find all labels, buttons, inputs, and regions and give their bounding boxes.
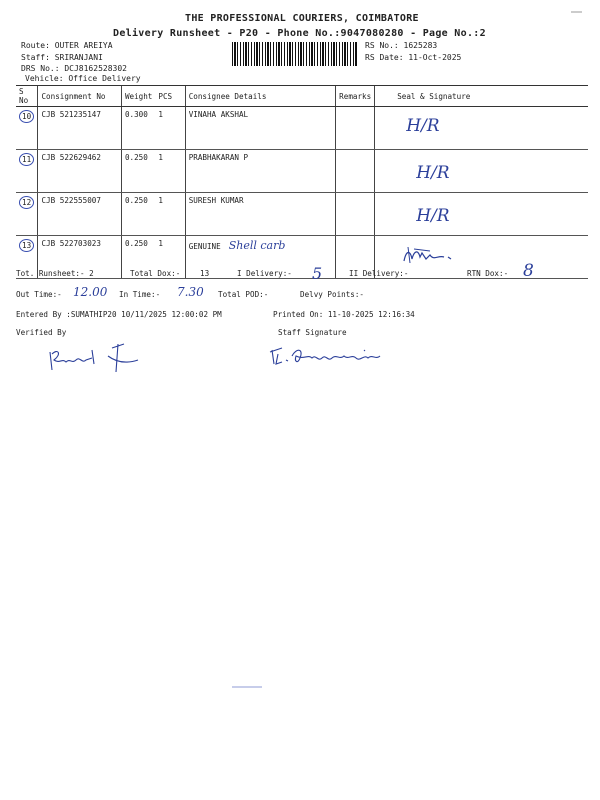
row-consignee: PRABHAKARAN P: [185, 150, 335, 193]
row-remarks: [336, 107, 375, 150]
in-time-label: In Time:-: [119, 290, 161, 299]
row-pcs: 1: [155, 107, 185, 150]
row-weight: 0.250: [121, 236, 155, 279]
row-consignment: CJB 522555007: [38, 193, 121, 236]
seal-handwriting: H/R: [406, 116, 440, 136]
total-dox-value: 13: [200, 269, 210, 278]
consignee-handwritten-note: Shell carb: [228, 239, 286, 252]
seal-handwriting: H/R: [416, 163, 450, 183]
table-row: [16, 150, 588, 193]
col-header-sno: S No: [16, 86, 38, 107]
rtn-dox-handwritten: 8: [523, 261, 534, 281]
table-header-row: [16, 86, 588, 107]
out-time-handwritten: 12.00: [73, 285, 108, 299]
row-pcs: 1: [155, 236, 185, 279]
row-seal: [375, 193, 588, 236]
verified-by-signature: [46, 340, 146, 376]
staff-signature-handwritten: [268, 344, 398, 370]
row-consignment: CJB 522703023: [38, 236, 121, 279]
i-delivery-label: I Delivery:-: [237, 269, 292, 278]
printed-on: Printed On: 11-10-2025 12:16:34: [273, 310, 415, 319]
runsheet-subtitle: Delivery Runsheet - P20 - Phone No.:9047080280 - Page No.:2: [113, 28, 486, 39]
seal-signature-scribble: [400, 243, 460, 267]
col-header-seal: Seal & Signature: [375, 86, 588, 107]
company-title: THE PROFESSIONAL COURIERS, COIMBATORE: [185, 13, 419, 24]
vehicle-label: Vehicle: Office Delivery: [25, 74, 141, 83]
ii-delivery-label: II Delivery:-: [349, 269, 409, 278]
col-header-weight: Weight: [121, 86, 155, 107]
row-consignee: VINAHA AKSHAL: [185, 107, 335, 150]
row-pcs: 1: [155, 193, 185, 236]
row-weight: 0.300: [121, 107, 155, 150]
entered-by: Entered By :SUMATHIP20 10/11/2025 12:00:02 PM: [16, 310, 222, 319]
corner-mark: [570, 0, 584, 6]
staff-signature-label: Staff Signature: [278, 328, 347, 337]
row-sno: 12: [19, 196, 34, 209]
seal-handwriting: H/R: [416, 206, 450, 226]
row-consignment: CJB 522629462: [38, 150, 121, 193]
barcode-image: [232, 42, 358, 66]
rs-date-label: RS Date: 11-Oct-2025: [365, 53, 462, 62]
verified-by-label: Verified By: [16, 328, 67, 337]
row-seal: [375, 107, 588, 150]
row-seal: [375, 150, 588, 193]
scan-smudge: [232, 686, 262, 688]
row-sno: 10: [19, 110, 34, 123]
col-header-consignee: Consignee Details: [185, 86, 335, 107]
tot-runsheet: Tot. Runsheet:- 2: [16, 269, 94, 278]
i-delivery-handwritten: 5: [312, 264, 323, 283]
row-weight: 0.250: [121, 193, 155, 236]
row-consignee-name: GENUINE: [188, 242, 221, 251]
staff-label: Staff: SRIRANJANI: [21, 53, 103, 62]
row-consignment: CJB 521235147: [38, 107, 121, 150]
drs-no-label: DRS No.: DCJ8162528302: [21, 64, 127, 73]
row-pcs: 1: [155, 150, 185, 193]
row-sno: 11: [19, 153, 34, 166]
table-row: [16, 193, 588, 236]
in-time-handwritten: 7.30: [177, 285, 204, 299]
out-time-label: Out Time:-: [16, 290, 62, 299]
route-label: Route: OUTER AREIYA: [21, 41, 113, 50]
row-sno: 13: [19, 239, 34, 252]
col-header-consignment: Consignment No: [38, 86, 121, 107]
rs-no-label: RS No.: 1625283: [365, 41, 438, 50]
rtn-dox-label: RTN Dox:-: [467, 269, 509, 278]
row-remarks: [336, 150, 375, 193]
col-header-remarks: Remarks: [336, 86, 375, 107]
total-dox-label: Total Dox:-: [130, 269, 181, 278]
total-pod-label: Total POD:-: [218, 290, 269, 299]
delvy-points-label: Delvy Points:-: [300, 290, 365, 299]
row-weight: 0.250: [121, 150, 155, 193]
table-row: [16, 107, 588, 150]
col-header-pcs: PCS: [155, 86, 185, 107]
row-consignee: SURESH KUMAR: [185, 193, 335, 236]
runsheet-table: [16, 85, 588, 279]
row-remarks: [336, 193, 375, 236]
